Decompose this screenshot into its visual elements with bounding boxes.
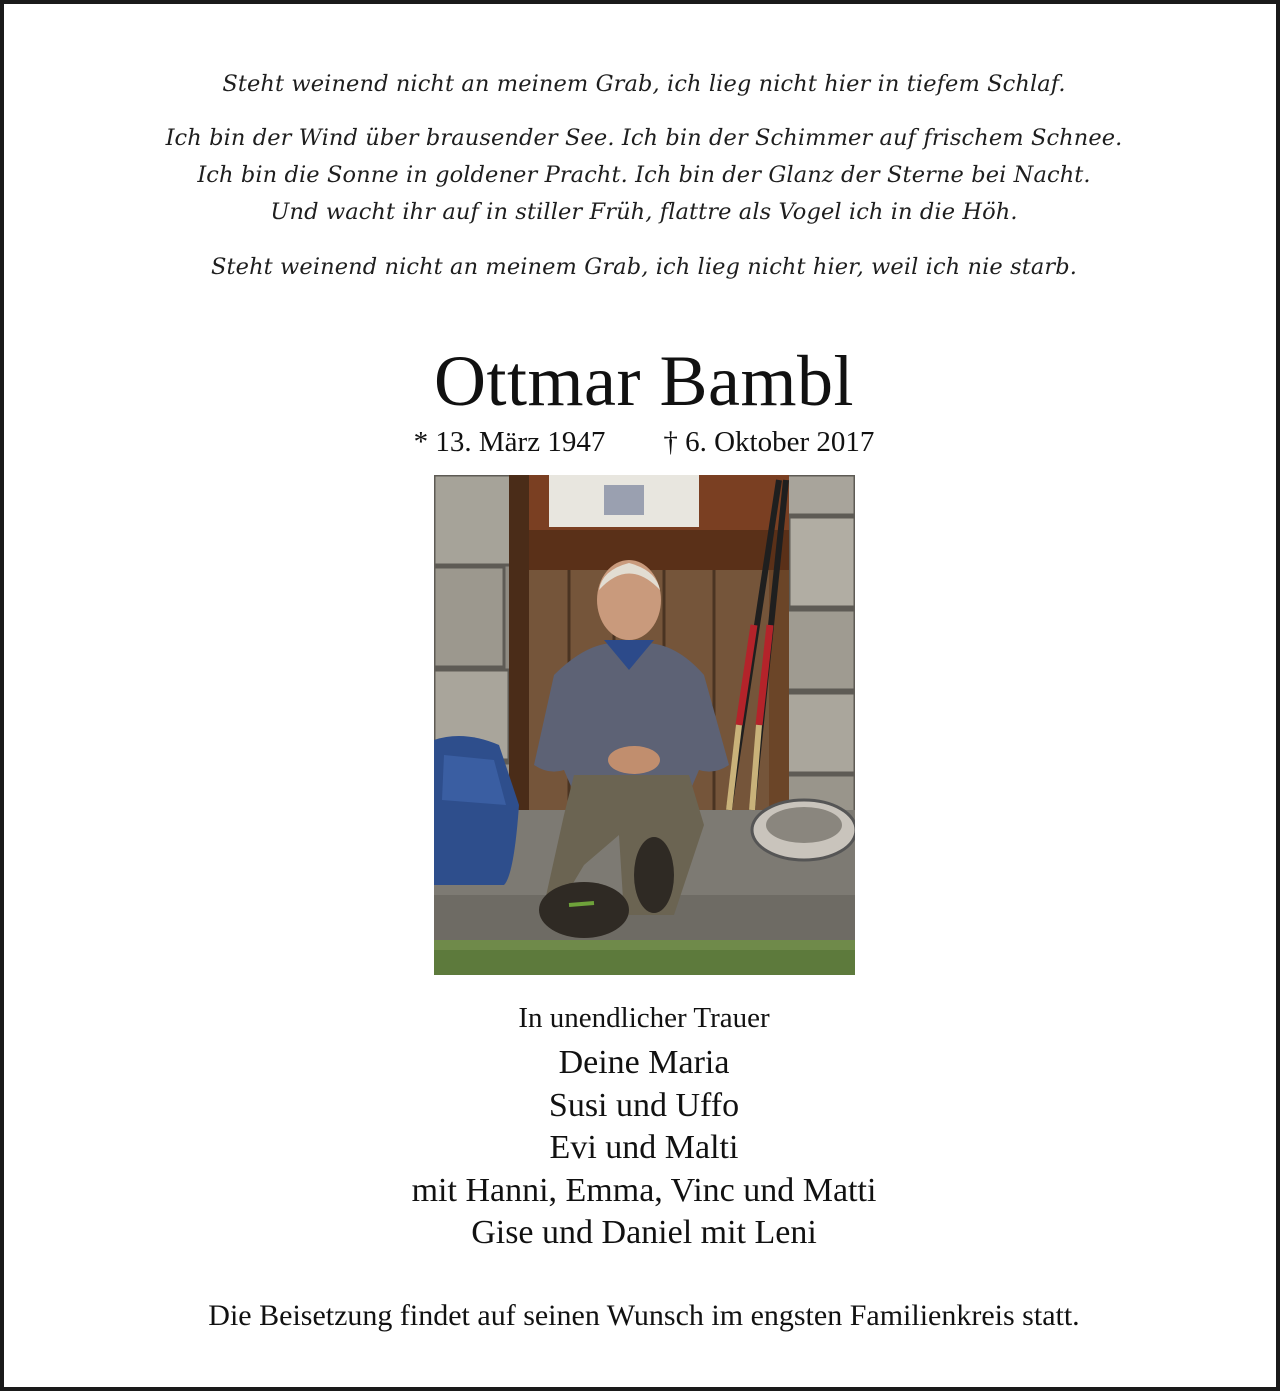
death-date: † 6. Oktober 2017 (663, 426, 875, 458)
poem-line: Und wacht ihr auf in stiller Früh, flattre als Vogel ich in die Höh. (270, 199, 1018, 225)
poem-stanza-1 (4, 66, 1280, 103)
funeral-notice: Die Beisetzung findet auf seinen Wunsch im engsten Familienkreis statt. (208, 1299, 1080, 1332)
family-member: Deine Maria (558, 1044, 730, 1081)
mourning-intro: In unendlicher Trauer (518, 1002, 770, 1034)
poem-line: Steht weinend nicht an meinem Grab, ich lieg nicht hier in tiefem Schlaf. (222, 71, 1066, 97)
family-member: Evi und Malti (549, 1129, 739, 1166)
poem-line: Ich bin die Sonne in goldener Pracht. Ich bin der Glanz der Sterne bei Nacht. (197, 162, 1091, 188)
life-dates (4, 424, 1280, 460)
family-list (4, 1042, 1280, 1255)
poem-stanza-3 (4, 249, 1280, 286)
birth-date: * 13. März 1947 (413, 426, 606, 458)
poem-stanza-2 (4, 120, 1280, 231)
deceased-name: Ottmar Bambl (434, 341, 854, 421)
poem-line: Ich bin der Wind über brausender See. Ich bin der Schimmer auf frischem Schnee. (165, 125, 1123, 151)
portrait-photo (434, 475, 855, 975)
poem-line: Steht weinend nicht an meinem Grab, ich lieg nicht hier, weil ich nie starb. (211, 254, 1077, 280)
family-member: Gise und Daniel mit Leni (471, 1214, 817, 1251)
family-member: mit Hanni, Emma, Vinc und Matti (411, 1171, 877, 1209)
family-member: Susi und Uffo (548, 1086, 740, 1124)
